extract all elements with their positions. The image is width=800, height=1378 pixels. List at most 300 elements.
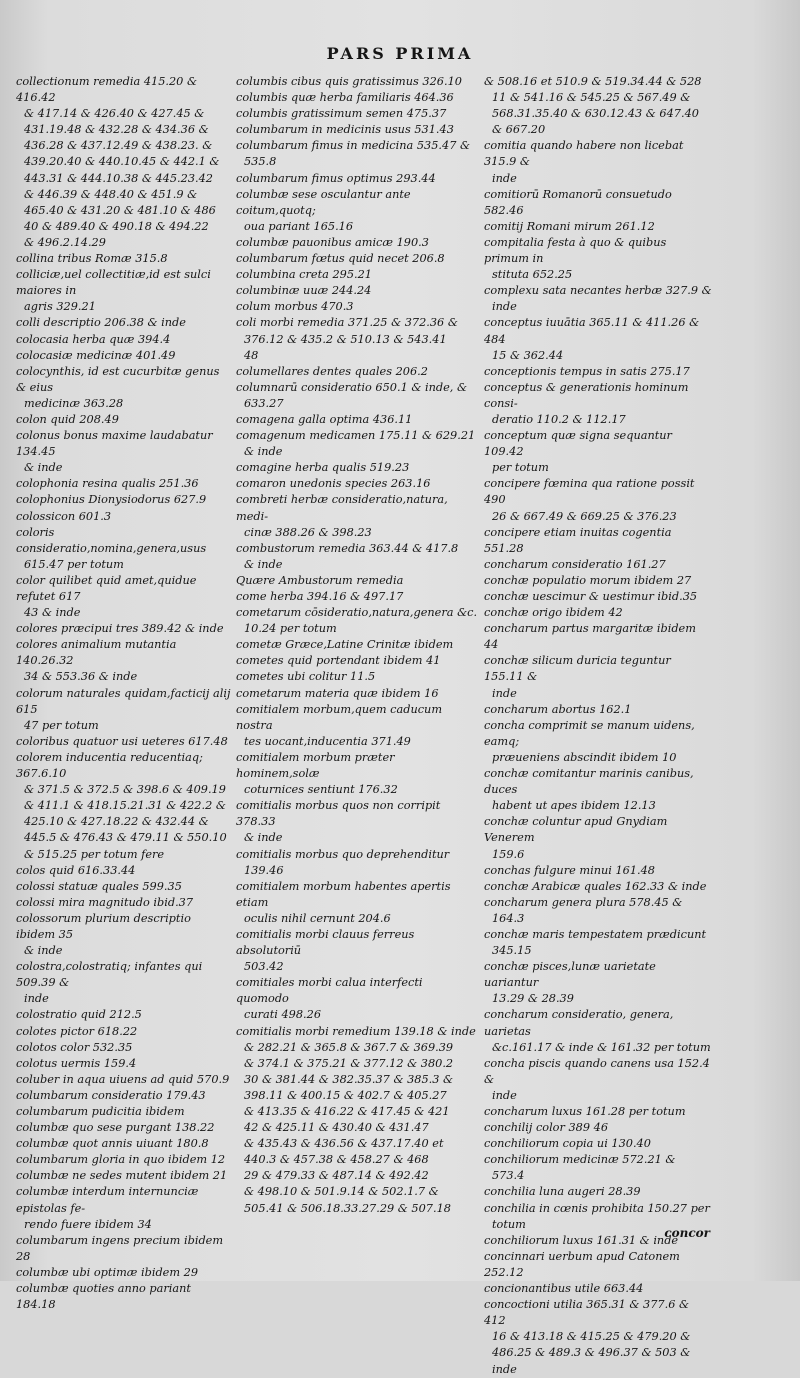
index-entry-line: columbina creta 295.21 [236,268,372,282]
index-entry-line: columbarum gloria in quo ibidem 12 [16,1153,226,1167]
index-entry [16,1265,232,1281]
index-entry-line: collina tribus Romæ 315.8 [16,252,168,266]
index-entry [16,863,232,879]
index-entry-line: concionantibus utile 663.44 [484,1282,644,1296]
index-entry-continuation: 535.8 [244,155,277,169]
index-entry [236,637,478,653]
index-entry-line: conchæ Arabicæ quales 162.33 & inde [484,879,707,893]
index-entry-continuation: & 411.1 & 418.15.21.31 & 422.2 & [24,799,226,813]
index-entry-continuation: inde [24,992,49,1006]
index-entry-line: compitalia festa à quo & quibus primum in [484,235,667,266]
index-entry [16,1104,232,1120]
index-entry-line: columbis gratissimum semen 475.37 [236,107,447,121]
index-entry [236,541,478,573]
index-entry-line: concharum consideratio 161.27 [484,557,666,571]
index-entry-line: conceptus & generationis hominum consi- [484,380,689,410]
index-entry-continuation: 34 & 553.36 & inde [24,670,138,684]
index-entry-continuation: 40 & 489.40 & 490.18 & 494.22 [24,219,209,233]
index-entry [236,90,478,106]
index-entry-line: columbarum fœtus quid necet 206.8 [236,252,445,266]
index-entry [16,1184,232,1232]
index-entry [236,847,478,879]
index-entry-line: columbarum pudicitia ibidem [16,1105,185,1118]
index-entry-continuation: 10.24 per totum [244,622,337,636]
index-entry-continuation: 486.25 & 489.3 & 496.37 & 503 & [492,1346,691,1360]
index-entry-line: columbæ ne sedes mutent ibidem 21 [16,1169,228,1183]
index-entry-continuation: habent ut apes ibidem 12.13 [492,799,656,813]
index-entry-continuation: agris 329.21 [24,300,96,314]
index-entry-line: columbæ quot annis uiuant 180.8 [16,1137,209,1151]
index-entry [236,927,478,975]
index-entry-continuation: inde [492,1362,517,1376]
index-entry [484,1249,712,1281]
index-entry-line: colophonia resina qualis 251.36 [16,477,199,491]
index-entry-line: concoctioni utilia 365.31 & 377.6 & 412 [484,1298,690,1328]
index-entry-line: cometes ubi colitur 11.5 [236,670,376,684]
index-entry-line: conceptum quæ signa sequantur 109.42 [484,429,672,459]
index-entry [484,1007,712,1055]
index-entry [16,637,232,685]
index-entry [484,219,712,235]
index-entry-line: coluber in aqua uiuens ad quid 570.9 [16,1072,230,1086]
index-entry-continuation: & 446.39 & 448.40 & 451.9 & [24,187,198,201]
index-entry [16,1056,232,1072]
index-entry-line: columbæ quo sese purgant 138.22 [16,1121,215,1135]
index-entry-continuation: 568.31.35.40 & 630.12.43 & 647.40 [492,107,699,121]
index-entry-line: & 508.16 et 510.9 & 519.34.44 & 528 [484,75,702,88]
index-entry [484,959,712,1007]
index-entry [236,235,478,251]
index-entry [484,1104,712,1120]
index-entry-line: cometæ Græce,Latine Crinitæ ibidem [236,638,454,652]
index-entry-continuation: & 374.1 & 375.21 & 377.12 & 380.2 [244,1056,454,1070]
index-column-middle [236,74,478,1217]
index-entry-line: Quære Ambustorum remedia [236,573,404,587]
index-entry-continuation: stituta 652.25 [492,268,573,282]
index-entry [16,315,232,331]
index-entry-line: colossicon 601.3 [16,509,112,523]
index-entry-continuation: 26 & 667.49 & 669.25 & 376.23 [492,509,677,523]
index-entry [236,171,478,187]
index-entry-continuation: per totum [492,461,549,475]
index-entry-line: colocasia herba quæ 394.4 [16,332,171,346]
index-entry [484,1152,712,1184]
index-entry-line: cometes quid portendant ibidem 41 [236,654,441,668]
index-entry-line: colorem inducentia reducentiaq; 367.6.10 [16,750,203,781]
index-entry-line: comitia quando habere non licebat 315.9 & [484,139,684,169]
index-entry-line: colossi mira magnitudo ibid.37 [16,895,194,909]
index-entry [16,1233,232,1265]
index-entry-continuation: & 417.14 & 426.40 & 427.45 & [24,107,205,121]
index-entry-line: colostra,colostratiq; infantes qui 509.39 & [16,960,203,990]
index-entry-continuation: 505.41 & 506.18.33.27.29 & 507.18 [244,1201,451,1215]
index-entry [16,686,232,734]
index-entry-line: columellares dentes quales 206.2 [236,364,428,378]
index-entry-line: colorum naturales quidam,facticij alij 615 [16,686,231,716]
index-entry-continuation: 573.4 [492,1169,525,1183]
index-entry [236,573,478,589]
index-entry-line: comagena galla optima 436.11 [236,412,413,426]
index-entry [484,74,712,138]
index-entry-line: colum morbus 470.3 [236,300,354,314]
index-entry-continuation: & 282.21 & 365.8 & 367.7 & 369.39 [244,1040,454,1054]
index-entry-continuation: & 667.20 [492,123,546,137]
index-entry-continuation: rendo fuere ibidem 34 [24,1217,152,1231]
index-entry [236,283,478,299]
index-entry [484,428,712,476]
index-entry-line: conceptionis tempus in satis 275.17 [484,364,690,378]
index-entry-line: columnarū consideratio 650.1 & inde, & [236,380,468,394]
index-entry-line: concharum luxus 161.28 per totum [484,1105,686,1118]
index-entry [16,476,232,492]
index-entry-line: conchilia luna augeri 28.39 [484,1185,641,1199]
index-entry [484,235,712,283]
index-entry [484,1184,712,1200]
index-entry [16,364,232,412]
index-entry [236,879,478,927]
index-entry [16,428,232,476]
index-entry-line: colotus uermis 159.4 [16,1056,137,1070]
index-entry [16,1152,232,1168]
index-entry-line: columbæ interdum internunciæ epistolas fe- [16,1185,199,1215]
index-entry-continuation: 11 & 541.16 & 545.25 & 567.49 & [492,91,691,105]
index-entry-continuation: 503.42 [244,960,284,974]
index-entry [236,299,478,315]
index-entry-line: coloris consideratio,nomina,genera,usus [16,525,207,555]
index-entry-line: colores animalium mutantia 140.26.32 [16,638,177,668]
index-entry-continuation: 139.46 [244,863,284,877]
index-entry [236,975,478,1023]
index-entry-line: concipere fœmina qua ratione possit 490 [484,477,695,507]
index-entry [484,1056,712,1104]
index-entry-line: comitij Romani mirum 261.12 [484,219,655,233]
index-entry-line: combustorum remedia 363.44 & 417.8 [236,541,459,555]
index-entry [16,251,232,267]
index-entry [484,380,712,428]
index-entry [16,1120,232,1136]
index-entry [236,686,478,702]
index-entry-continuation: 436.28 & 437.12.49 & 438.23. & [24,139,213,153]
index-entry-continuation: curati 498.26 [244,1008,322,1022]
index-entry-continuation: medicinæ 363.28 [24,396,124,410]
index-entry-continuation: 30 & 381.44 & 382.35.37 & 385.3 & [244,1072,454,1086]
index-entry [16,1281,232,1313]
index-entry-continuation: & 498.10 & 501.9.14 & 502.1.7 & [244,1185,439,1199]
index-entry-line: comaron unedonis species 263.16 [236,477,431,491]
index-entry-line: columbinæ uuæ 244.24 [236,284,372,298]
index-entry-line: columbarum fimus in medicina 535.47 & [236,139,471,153]
index-entry-continuation: 398.11 & 400.15 & 402.7 & 405.27 [244,1088,447,1102]
index-entry-line: comitialis morbi clauus ferreus absolutoriū [236,927,415,958]
index-entry [236,492,478,540]
index-entry-line: conchæ comitantur marinis canibus, duces [484,767,694,797]
index-entry [484,927,712,959]
index-entry-continuation: &c.161.17 & inde & 161.32 per totum [492,1040,711,1054]
index-entry [16,1088,232,1104]
index-entry [236,122,478,138]
index-entry [236,315,478,363]
index-entry-continuation: inde [492,686,517,700]
index-entry [236,460,478,476]
index-entry [484,283,712,315]
index-entry-line: colos quid 616.33.44 [16,863,136,877]
index-entry-line: concha comprimit se manum uidens, eamq; [484,718,695,748]
index-entry-line: colotes pictor 618.22 [16,1024,138,1038]
index-entry [484,1281,712,1297]
index-entry [236,74,478,90]
index-entry-continuation: inde [492,300,517,314]
index-entry-continuation: 345.15 [492,944,532,958]
index-entry [236,653,478,669]
index-entry [16,734,232,750]
index-entry-continuation: 443.31 & 444.10.38 & 445.23.42 [24,171,213,185]
index-entry [236,428,478,460]
index-entry [236,106,478,122]
index-entry-line: color quilibet quid amet,quidue refutet 617 [16,573,197,603]
index-entry-continuation: & inde [24,944,63,958]
index-entry-line: conchæ coluntur apud Gnydiam Venerem [484,815,668,845]
index-entry-line: comagine herba qualis 519.23 [236,461,410,475]
index-entry-line: columbæ sese osculantur ante coitum,quotq; [236,187,411,217]
index-entry-line: colliciæ,uel collectitiæ,id est sulci maiores in [16,268,211,298]
index-entry [484,1120,712,1136]
index-entry-line: columbis quæ herba familiaris 464.36 [236,91,454,105]
index-entry-line: conchiliorum luxus 161.31 & inde [484,1233,679,1247]
index-entry-continuation: & 371.5 & 372.5 & 398.6 & 409.19 [24,783,226,797]
index-entry-continuation: totum [492,1217,526,1231]
index-entry-line: comitialem morbum habentes apertis etiam [236,879,451,909]
index-entry-line: comitialem morbum præter hominem,solæ [236,750,395,781]
index-entry-line: concipere etiam inuitas cogentia 551.28 [484,525,672,555]
index-entry-line: colon quid 208.49 [16,412,119,426]
index-entry-line: concha piscis quando canens usa 152.4 & [484,1056,710,1086]
index-entry-continuation: inde [492,1088,517,1102]
index-entry-line: colonus bonus maxime laudabatur 134.45 [16,429,213,459]
index-entry [484,895,712,927]
index-entry-line: comagenum medicamen 175.11 & 629.21 [236,429,476,443]
index-entry [16,621,232,637]
index-entry-continuation: 439.20.40 & 440.10.45 & 442.1 & [24,155,220,169]
index-entry [236,750,478,798]
index-entry-line: comitialis morbus quos non corripit 378.33 [236,799,441,829]
index-entry-line: columbæ pauonibus amicæ 190.3 [236,235,429,249]
index-entry-continuation: 376.12 & 435.2 & 510.13 & 543.41 [244,332,447,346]
index-entry-line: comitialem morbum,quem caducum nostra [236,702,443,732]
index-entry-line: combreti herbæ consideratio,natura, medi- [236,493,448,523]
index-entry-continuation: 13.29 & 28.39 [492,992,574,1006]
index-entry-line: concharum consideratio, genera, uarietas [484,1008,674,1038]
index-entry-line: conchas fulgure minui 161.48 [484,863,655,877]
index-entry [484,879,712,895]
index-entry [236,187,478,235]
index-entry-line: colostratio quid 212.5 [16,1008,142,1022]
index-entry [484,653,712,701]
index-entry-continuation: oculis nihil cernunt 204.6 [244,911,391,925]
index-entry [16,1136,232,1152]
catchword: concor [664,1226,710,1240]
index-entry [236,1024,478,1217]
index-entry-continuation: præueniens abscindit ibidem 10 [492,750,677,764]
index-entry [16,750,232,863]
index-entry-line: conchilia in cœnis prohibita 150.27 per [484,1201,710,1215]
index-entry-line: complexu sata necantes herbæ 327.9 & [484,284,712,298]
index-entry [16,573,232,621]
index-entry-continuation: coturnices sentiunt 176.32 [244,783,398,797]
index-entry-line: conchæ populatio morum ibidem 27 [484,573,692,587]
index-entry-continuation: oua pariant 165.16 [244,219,354,233]
index-entry [236,364,478,380]
index-entry-continuation: & inde [244,831,283,845]
index-entry-line: conchæ uescimur & uestimur ibid.35 [484,590,698,603]
index-entry [484,766,712,814]
index-entry-continuation: 43 & inde [24,606,81,620]
index-entry-continuation: 15 & 362.44 [492,348,564,362]
index-entry-continuation: deratio 110.2 & 112.17 [492,412,626,426]
index-entry-line: columbarum fimus optimus 293.44 [236,171,436,185]
index-entry [236,702,478,750]
index-entry [484,1136,712,1152]
index-entry [236,476,478,492]
index-entry [484,525,712,557]
index-entry [236,380,478,412]
index-entry-line: comitialis morbus quo deprehenditur [236,847,450,861]
index-entry [16,959,232,1007]
index-entry-continuation: & 435.43 & 436.56 & 437.17.40 et [244,1137,444,1151]
index-entry-line: columbarum in medicinis usus 531.43 [236,123,454,137]
index-column-left [16,74,232,1313]
index-entry [16,412,232,428]
index-entry-continuation: & 515.25 per totum fere [24,847,165,861]
index-entry-continuation: 164.3 [492,911,525,925]
index-entry [16,1168,232,1184]
index-entry-continuation: 445.5 & 476.43 & 479.11 & 550.10 [24,831,227,845]
index-entry-continuation: 47 per totum [24,718,99,732]
index-entry [484,138,712,186]
index-entry [236,267,478,283]
index-entry-continuation: 431.19.48 & 432.28 & 434.36 & [24,123,209,137]
index-entry [484,814,712,862]
index-entry [236,412,478,428]
index-entry-line: concharum genera plura 578.45 & [484,895,683,909]
index-entry [236,669,478,685]
index-entry-continuation: & inde [244,445,283,459]
index-entry-line: colocasiæ medicinæ 401.49 [16,348,176,362]
index-entry-line: colocynthis, id est cucurbitæ genus & eius [16,364,220,394]
index-entry [484,605,712,621]
index-entry [484,621,712,653]
index-entry-line: come herba 394.16 & 497.17 [236,590,404,603]
index-entry-line: concharum partus margaritæ ibidem 44 [484,622,696,652]
index-entry [484,702,712,718]
index-entry-line: columbarum ingens precium ibidem 28 [16,1233,224,1263]
index-entry-continuation: & 413.35 & 416.22 & 417.45 & 421 [244,1105,450,1118]
index-entry [236,798,478,846]
index-entry-continuation: inde [492,171,517,185]
index-entry [484,557,712,573]
index-entry [16,267,232,315]
index-entry-line: columbæ quoties anno pariant 184.18 [16,1282,191,1312]
index-entry-continuation: 633.27 [244,396,284,410]
index-entry-line: cometarum cōsideratio,natura,genera &c. [236,606,478,620]
index-entry [484,1297,712,1377]
index-entry-line: colossi statuæ quales 599.35 [16,879,182,893]
index-entry-line: colli descriptio 206.38 & inde [16,316,186,330]
index-entry [16,895,232,911]
index-entry-continuation: 465.40 & 431.20 & 481.10 & 486 [24,203,216,217]
index-entry [484,187,712,219]
index-entry [16,348,232,364]
index-entry [484,573,712,589]
index-entry-continuation: 159.6 [492,847,525,861]
index-entry [484,476,712,524]
index-entry-continuation: 16 & 413.18 & 415.25 & 479.20 & [492,1330,691,1344]
index-entry [484,315,712,363]
index-entry-line: conchiliorum copia ui 130.40 [484,1137,651,1151]
index-entry [16,1024,232,1040]
index-entry-line: colotos color 532.35 [16,1040,133,1054]
index-entry-continuation: 29 & 479.33 & 487.14 & 492.42 [244,1169,429,1183]
index-entry-line: conchæ origo ibidem 42 [484,606,623,620]
index-entry [16,74,232,251]
index-entry-continuation: 48 [244,348,259,362]
index-entry-continuation: 440.3 & 457.38 & 458.27 & 468 [244,1153,429,1167]
index-entry-line: conchæ pisces,lunæ uarietate uariantur [484,960,656,990]
index-entry-continuation: & 496.2.14.29 [24,235,106,249]
index-entry-line: conchiliorum medicinæ 572.21 & [484,1153,676,1167]
index-entry [16,509,232,525]
index-entry-line: conchæ silicum duricia teguntur 155.11 & [484,654,671,684]
index-entry [236,251,478,267]
index-entry [16,1072,232,1088]
index-entry-line: comitiales morbi calua interfecti quomodo [236,976,423,1006]
index-entry-line: coloribus quatuor usi ueteres 617.48 [16,734,228,748]
index-entry [236,589,478,605]
index-entry [16,911,232,959]
index-entry-line: conchæ maris tempestatem prædicunt [484,927,707,941]
index-entry [484,589,712,605]
index-entry [236,605,478,637]
index-entry [484,863,712,879]
index-entry [16,1040,232,1056]
index-entry [484,364,712,380]
index-entry-line: conceptus iuuātia 365.11 & 411.26 & 484 [484,316,700,346]
index-entry [16,525,232,573]
index-entry-continuation: & inde [244,557,283,571]
index-entry-continuation: & inde [24,461,63,475]
index-column-right [484,74,712,1378]
index-entry-line: columbarum consideratio 179.43 [16,1088,206,1102]
index-entry [236,138,478,170]
index-entry-line: coli morbi remedia 371.25 & 372.36 & [236,316,458,330]
index-entry-line: columbis cibus quis gratissimus 326.10 [236,75,462,88]
index-entry-line: colossorum plurium descriptio ibidem 35 [16,911,191,941]
index-entry-line: cometarum materia quæ ibidem 16 [236,686,439,700]
index-entry-line: concinnari uerbum apud Catonem 252.12 [484,1249,680,1279]
index-entry-line: collectionum remedia 415.20 & 416.42 [16,75,198,105]
index-entry-line: comitialis morbi remedium 139.18 & inde [236,1024,476,1038]
index-entry-continuation: tes uocant,inducentia 371.49 [244,734,411,748]
index-entry-line: concharum abortus 162.1 [484,702,632,716]
index-entry-continuation: 42 & 425.11 & 430.40 & 431.47 [244,1121,429,1135]
index-entry-continuation: 615.47 per totum [24,557,124,571]
index-entry [16,492,232,508]
index-entry-line: columbæ ubi optimæ ibidem 29 [16,1265,199,1279]
index-entry-line: colophonius Dionysiodorus 627.9 [16,493,207,507]
index-entry-line: comitiorū Romanorū consuetudo 582.46 [484,187,672,217]
index-entry [16,1007,232,1023]
index-entry-line: colores præcipui tres 389.42 & inde [16,622,224,636]
index-entry [16,879,232,895]
